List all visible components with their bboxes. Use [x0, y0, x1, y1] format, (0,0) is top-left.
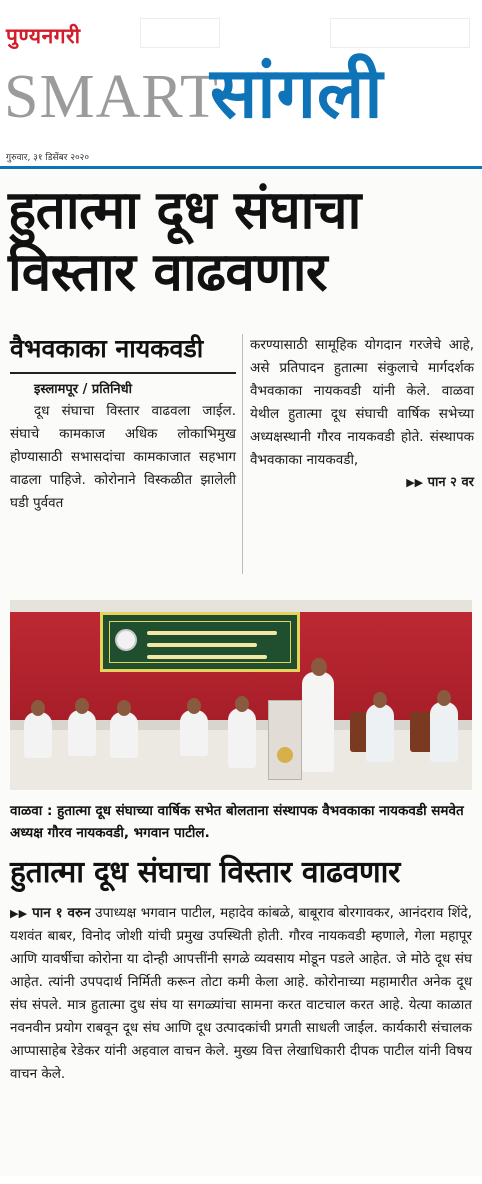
continuation-text: उपाध्यक्ष भगवान पाटील, महादेव कांबळे, बाबूराव बोरगावकर, आनंदराव शिंदे, यशवंत बाबर, विनोद जोशी यांची प्रमुख उपस्थिती होती. गौरव नायकवडी म्हणाले, गेला महापूर आणि यावर्षीचा कोरोना या दोन्ही आपत्तींनी सगळे व्यवसाय मोडून पडले आहेत. जे मोठे दूध संघ आहेत. त्यांनी उपपदार्थ निर्मिती करून तोटा कमी केला आहे. कोरोनाच्या महामारीत अनेक दूध संघ संपले. मात्र हुतात्मा दुध संघ या सगळ्यांचा सामना करत वाटचाल करत आहे. येत्या काळात नवनवीन प्रयोग राबवून दूध संघ आणि दूध उत्पादकांची प्रगती साधली जाईल. कार्यकारी संचालक आप्पासाहेब रेडेकर यांनी अहवाल वाचन केले. मुख्य वित्त लेखाधिकारी दीपक पाटील यांनी विषय वाचन केले.: [10, 905, 473, 1082]
article-column-right: [250, 334, 474, 494]
edition-prefix: SMART: [4, 63, 219, 131]
main-headline: हुतात्मा दूध संघाचा विस्तार वाढवणार: [8, 180, 361, 303]
seated-person: [366, 704, 394, 762]
article-subhead: वैभवकाका नायकवडी: [10, 332, 236, 374]
seated-person: [180, 710, 208, 756]
person-head: [437, 690, 451, 706]
person-head: [31, 700, 45, 716]
photo-ceiling: [10, 600, 472, 612]
seated-person: [110, 712, 138, 758]
continued-from-label: पान १ वरुन: [32, 905, 91, 921]
page-bottom-margin: [0, 1176, 482, 1184]
speaker-head: [311, 658, 327, 676]
photo-banner: [100, 612, 300, 672]
person-head: [117, 700, 131, 716]
podium: [268, 700, 302, 780]
continuation-body: [10, 902, 472, 1086]
jump-to-page: [250, 472, 474, 494]
photo-caption: वाळवा : हुतात्मा दूध संघाच्या वार्षिक सभेत बोलताना संस्थापक वैभवकाका नायकवडी समवेत अध्यक्ष गौरव नायकवडी, भगवान पाटील.: [10, 803, 464, 841]
seated-person: [430, 702, 458, 762]
banner-text-line: [147, 631, 277, 635]
jump-label: पान २ वर: [427, 475, 474, 490]
person-head: [75, 698, 89, 714]
brand-name: पुण्यनगरी: [6, 24, 81, 48]
banner-text-line: [147, 643, 257, 647]
continued-marker: [10, 905, 91, 921]
masthead-rule: [0, 166, 482, 169]
seated-person: [24, 712, 52, 758]
double-arrow-icon: ▶▶: [10, 907, 28, 920]
edition-city: सांगली: [210, 52, 384, 134]
seated-person: [228, 708, 256, 768]
speaker: [302, 672, 334, 772]
podium-emblem: [277, 747, 293, 763]
article-body-left: दूध संघाचा विस्तार वाढवला जाईल. संघाचे कामकाज अधिक लोकाभिमुख होण्यासाठी सभासदांचा कामकाजात सहभाग वाढला पाहिजे. कोरोनाने विस्कळीत झालेली घडी पुर्ववत: [10, 403, 236, 511]
continuation-story: [10, 902, 472, 1086]
double-arrow-icon: ▶▶: [406, 476, 424, 489]
person-head: [235, 696, 249, 712]
banner-text-line: [147, 655, 267, 659]
article-body-right: करण्यासाठी सामूहिक योगदान गरजेचे आहे, असे प्रतिपादन हुतात्मा संकुलाचे मार्गदर्शक वैभवकाका नायकवडी यांनी केले. वाळवा येथील हुतात्मा दूध संघाची वार्षिक सभेच्या अध्यक्षस्थानी गौरव नायकवडी होते. संस्थापक वैभवकाका नायकवडी,: [250, 337, 474, 468]
brand-logo: [6, 22, 81, 50]
column-divider: [242, 334, 243, 574]
person-head: [373, 692, 387, 708]
person-head: [187, 698, 201, 714]
continuation-headline: हुतात्मा दूध संघाचा विस्तार वाढवणार: [10, 855, 401, 890]
article-column-left: [10, 332, 236, 515]
event-photo: [10, 600, 472, 790]
masthead: [0, 0, 482, 170]
seated-person: [68, 710, 96, 756]
article-dateline: इस्लामपूर / प्रतिनिधी: [34, 382, 133, 397]
faded-header-box: [140, 18, 220, 48]
banner-emblem: [115, 629, 137, 651]
issue-date: गुरुवार, ३१ डिसेंबर २०२०: [6, 153, 90, 163]
faded-header-box: [330, 18, 470, 48]
